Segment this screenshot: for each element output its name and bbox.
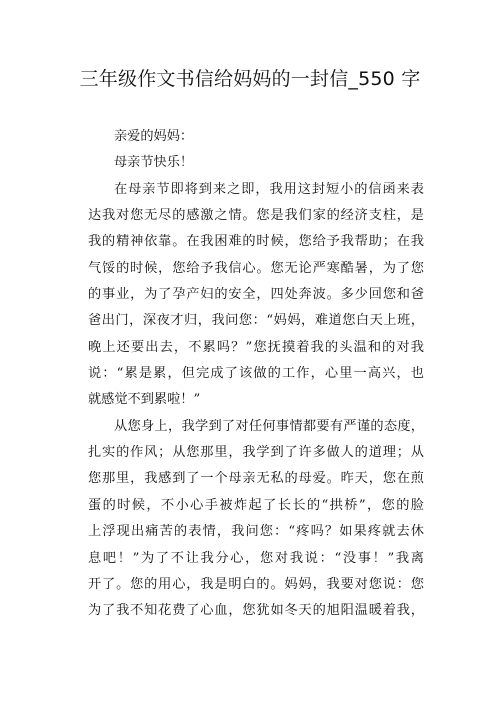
paragraph-line: 就感觉不到累啦！”	[88, 392, 201, 408]
paragraph-line: 为了我不知花费了心血，您犹如冬天的旭阳温暖着我，	[88, 603, 424, 619]
paragraph-line: 您那里，我感到了一个母亲无私的母爱。昨天，您在煎	[88, 471, 424, 487]
paragraph-line: 我的精神依靠。在我困难的时候，您给予我帮助；在我	[88, 234, 424, 250]
paragraph-line: 开了。您的用心，我是明白的。妈妈，我要对您说：您	[88, 576, 424, 592]
paragraph-line: 在母亲节即将到来之即，我用这封短小的信函来表	[114, 181, 424, 197]
paragraph-line: 达我对您无尽的感激之情。您是我们家的经济支柱，是	[88, 208, 424, 224]
greeting-line: 亲爱的妈妈：	[114, 129, 194, 144]
paragraph-line: 爸出门，深夜才归，我问您：“妈妈，难道您白天上班，	[88, 313, 424, 329]
paragraph-line: 从您身上，我学到了对任何事情都要有严谨的态度，	[114, 418, 424, 434]
paragraph-line: 说：“累是累，但完成了该做的工作，心里一高兴，也	[88, 366, 424, 382]
paragraph-line: 扎实的作风；从您那里，我学到了许多做人的道理；从	[88, 445, 424, 461]
document-title: 三年级作文书信给妈妈的一封信_550 字	[79, 68, 421, 90]
paragraph-line: 上浮现出痛苦的表情，我问您：“疼吗？如果疼就去休	[88, 524, 424, 540]
letter-body	[88, 124, 424, 625]
paragraph-line: 的事业，为了孕产妇的安全，四处奔波。多少回您和爸	[88, 287, 424, 303]
paragraph-line: 息吧！”为了不让我分心，您对我说：“没事！”我离	[88, 550, 424, 566]
wish-line: 母亲节快乐！	[114, 155, 194, 171]
paragraph-line: 蛋的时候，不小心手被炸起了长长的“拱桥”，您的脸	[88, 497, 424, 513]
paragraph-line: 晚上还要出去，不累吗？”您抚摸着我的头温和的对我	[88, 339, 424, 355]
paragraph-line: 气馁的时候，您给予我信心。您无论严寒酷暑，为了您	[88, 260, 424, 276]
